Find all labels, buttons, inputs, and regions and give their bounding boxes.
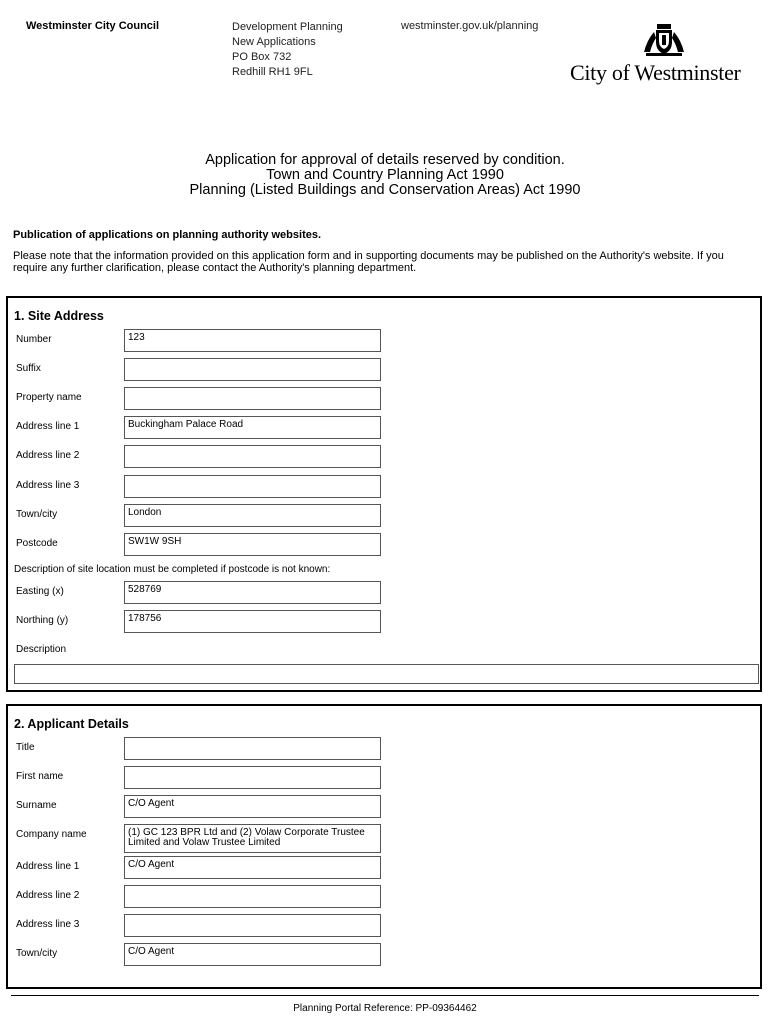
section-heading: 1. Site Address xyxy=(14,309,104,323)
suffix-field[interactable] xyxy=(124,358,381,381)
title-line: Application for approval of details reserved by condition. xyxy=(205,152,565,168)
address-line: Redhill RH1 9FL xyxy=(232,66,313,78)
address-line: Development Planning xyxy=(232,21,343,33)
title-line: Town and Country Planning Act 1990 xyxy=(266,167,504,183)
address-line: New Applications xyxy=(232,36,316,48)
postal-address xyxy=(232,20,343,80)
northing-field[interactable]: 178756 xyxy=(124,610,381,633)
label-postcode: Postcode xyxy=(16,538,58,549)
label-northing: Northing (y) xyxy=(16,615,69,626)
label-town-city: Town/city xyxy=(16,948,58,959)
council-name: Westminster City Council xyxy=(26,20,160,32)
address-line: PO Box 732 xyxy=(232,51,292,63)
first-name-field[interactable] xyxy=(124,766,381,789)
label-surname: Surname xyxy=(16,800,57,811)
website-link[interactable]: westminster.gov.uk/planning xyxy=(401,20,539,32)
description-field[interactable] xyxy=(14,664,759,684)
label-first-name: First name xyxy=(16,771,64,782)
address-line-1-field[interactable]: C/O Agent xyxy=(124,856,381,879)
address-line-2-field[interactable] xyxy=(124,445,381,468)
surname-field[interactable]: C/O Agent xyxy=(124,795,381,818)
applicant-details-section xyxy=(6,704,762,989)
label-title: Title xyxy=(16,742,35,753)
label-description: Description xyxy=(16,644,67,655)
form-title xyxy=(0,153,770,198)
label-company-name: Company name xyxy=(16,829,87,840)
company-name-field[interactable]: (1) GC 123 BPR Ltd and (2) Volaw Corporate Trustee Limited and Volaw Trustee Limited xyxy=(124,824,381,853)
address-line-3-field[interactable] xyxy=(124,475,381,498)
location-note: Description of site location must be completed if postcode is not known: xyxy=(14,564,331,575)
label-property-name: Property name xyxy=(16,392,82,403)
number-field[interactable]: 123 xyxy=(124,329,381,352)
label-address-line-2: Address line 2 xyxy=(16,890,80,901)
footer-divider xyxy=(11,995,759,996)
address-line-1-field[interactable]: Buckingham Palace Road xyxy=(124,416,381,439)
label-address-line-1: Address line 1 xyxy=(16,421,80,432)
title-field[interactable] xyxy=(124,737,381,760)
address-line-2-field[interactable] xyxy=(124,885,381,908)
label-suffix: Suffix xyxy=(16,363,41,374)
label-address-line-3: Address line 3 xyxy=(16,919,80,930)
westminster-crest-icon xyxy=(640,22,688,58)
label-address-line-1: Address line 1 xyxy=(16,861,80,872)
brand-wordmark: City of Westminster xyxy=(570,60,741,85)
label-town-city: Town/city xyxy=(16,509,58,520)
publication-notice: Please note that the information provided on this application form and in supporting documents may be published on the Authority's website. If you require any further clarification, please contact the Authority's planning department. xyxy=(13,250,724,274)
label-number: Number xyxy=(16,334,52,345)
section-heading: 2. Applicant Details xyxy=(14,717,129,731)
label-address-line-3: Address line 3 xyxy=(16,480,80,491)
postcode-field[interactable]: SW1W 9SH xyxy=(124,533,381,556)
property-name-field[interactable] xyxy=(124,387,381,410)
title-line: Planning (Listed Buildings and Conservation Areas) Act 1990 xyxy=(189,182,581,198)
town-city-field[interactable]: C/O Agent xyxy=(124,943,381,966)
publication-heading: Publication of applications on planning authority websites. xyxy=(13,229,322,241)
portal-reference: Planning Portal Reference: PP-09364462 xyxy=(293,1003,477,1014)
address-line-3-field[interactable] xyxy=(124,914,381,937)
easting-field[interactable]: 528769 xyxy=(124,581,381,604)
label-address-line-2: Address line 2 xyxy=(16,450,80,461)
site-address-section xyxy=(6,296,762,692)
label-easting: Easting (x) xyxy=(16,586,64,597)
town-city-field[interactable]: London xyxy=(124,504,381,527)
